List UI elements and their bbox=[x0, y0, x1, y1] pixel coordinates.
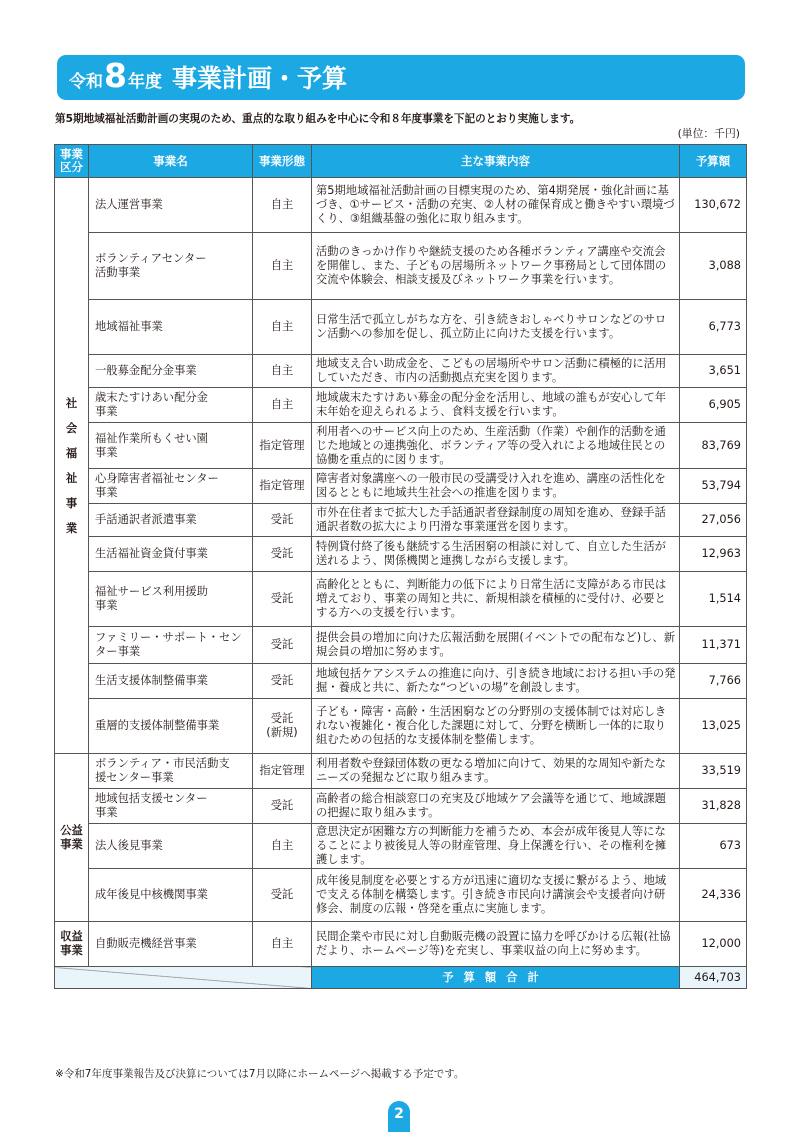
project-content-cell: 障害者対象講座への一般市民の受講受け入れを進め、講座の活性化を図るとともに地域共生社会への推進を図ります。 bbox=[312, 469, 680, 504]
category-cell: 収益 事業 bbox=[55, 922, 89, 967]
project-name-cell: 法人後見事業 bbox=[89, 824, 253, 869]
table-row bbox=[55, 355, 747, 388]
project-name-cell: 法人運営事業 bbox=[89, 178, 253, 233]
project-name-cell: 一般募金配分金事業 bbox=[89, 355, 253, 388]
table-body bbox=[55, 178, 747, 967]
project-name-cell: ボランティアセンター 活動事業 bbox=[89, 233, 253, 300]
project-form-cell: 自主 bbox=[253, 388, 312, 423]
project-budget-cell: 1,514 bbox=[680, 572, 747, 627]
project-budget-cell: 31,828 bbox=[680, 789, 747, 824]
project-content-cell: 特例貸付終了後も継続する生活困窮の相談に対して、自立した生活が送れるよう、関係機関と連携しながら支援します。 bbox=[312, 537, 680, 572]
table-row bbox=[55, 572, 747, 627]
project-form-cell: 自主 bbox=[253, 178, 312, 233]
project-content-cell: 日常生活で孤立しがちな方を、引き続きおしゃべりサロンなどのサロン活動への参加を促し、孤立防止に向けた支援を行います。 bbox=[312, 300, 680, 355]
project-budget-cell: 11,371 bbox=[680, 627, 747, 664]
project-form-cell: 自主 bbox=[253, 355, 312, 388]
project-name-cell: 福祉作業所もくせい園 事業 bbox=[89, 423, 253, 469]
project-name-cell: 福祉サービス利用援助 事業 bbox=[89, 572, 253, 627]
header-budget: 予算額 bbox=[680, 145, 747, 178]
project-name-cell: 自動販売機経営事業 bbox=[89, 922, 253, 967]
table-row bbox=[55, 699, 747, 754]
project-content-cell: 地域支え合い助成金を、こどもの居場所やサロン活動に積極的に活用していただき、市内の活動拠点充実を図ります。 bbox=[312, 355, 680, 388]
project-content-cell: 利用者数や登録団体数の更なる増加に向けて、効果的な周知や新たなニーズの発掘などに取り組みます。 bbox=[312, 754, 680, 789]
page-number: 2 bbox=[388, 1101, 410, 1132]
project-form-cell: 受託 bbox=[253, 869, 312, 922]
page-title-bar bbox=[57, 55, 745, 100]
footnote: ※令和7年度事業報告及び決算については7月以降にホームページへ掲載する予定です。 bbox=[55, 1068, 465, 1080]
table-row bbox=[55, 233, 747, 300]
project-budget-cell: 53,794 bbox=[680, 469, 747, 504]
project-content-cell: 子ども・障害・高齢・生活困窮などの分野別の支援体制では対応しきれない複雑化・複合化した課題に対して、分野を横断し一体的に取り組むための包括的な支援体制を整備します。 bbox=[312, 699, 680, 754]
project-form-cell: 受託 (新規) bbox=[253, 699, 312, 754]
project-form-cell: 自主 bbox=[253, 824, 312, 869]
title-era: 令和 bbox=[69, 72, 103, 92]
project-content-cell: 高齢化とともに、判断能力の低下により日常生活に支障がある市民は増えており、事業の周知と共に、新規相談を積極的に受付け、必要とする方への支援を行います。 bbox=[312, 572, 680, 627]
intro-text: 第5期地域福祉活動計画の実現のため、重点的な取り組みを中心に令和８年度事業を下記のとおり実施します。 bbox=[55, 113, 581, 125]
title-year-suffix: 年度 bbox=[127, 72, 162, 92]
project-name-cell: 生活支援体制整備事業 bbox=[89, 664, 253, 699]
project-name-cell: 成年後見中核機関事業 bbox=[89, 869, 253, 922]
table-row bbox=[55, 537, 747, 572]
project-content-cell: 成年後見制度を必要とする方が迅速に適切な支援に繋がるよう、地域で支える体制を構築します。引き続き市民向け講演会や支援者向け研修会、制度の広報・啓発を重点に実施します。 bbox=[312, 869, 680, 922]
project-form-cell: 受託 bbox=[253, 627, 312, 664]
project-form-cell: 受託 bbox=[253, 537, 312, 572]
project-content-cell: 地域包括ケアシステムの推進に向け、引き続き地域における担い手の発掘・養成と共に、新たな“つどいの場”を創設します。 bbox=[312, 664, 680, 699]
project-budget-cell: 7,766 bbox=[680, 664, 747, 699]
project-name-cell: ファミリー・サポート・セン ター事業 bbox=[89, 627, 253, 664]
page-title: 事業計画・予算 bbox=[171, 64, 347, 93]
table-row bbox=[55, 922, 747, 967]
table-row bbox=[55, 300, 747, 355]
project-form-cell: 指定管理 bbox=[253, 423, 312, 469]
project-budget-cell: 27,056 bbox=[680, 504, 747, 537]
budget-table bbox=[54, 144, 747, 989]
project-content-cell: 高齢者の総合相談窓口の充実及び地域ケア会議等を通じて、地域課題の把握に取り組みます。 bbox=[312, 789, 680, 824]
table-row bbox=[55, 627, 747, 664]
project-budget-cell: 130,672 bbox=[680, 178, 747, 233]
project-form-cell: 自主 bbox=[253, 233, 312, 300]
project-content-cell: 第5期地域福祉活動計画の目標実現のため、第4期発展・強化計画に基づき、①サービス・活動の充実、②人材の確保育成と働きやすい環境づくり、③組織基盤の強化に取り組みます。 bbox=[312, 178, 680, 233]
project-form-cell: 自主 bbox=[253, 300, 312, 355]
project-budget-cell: 12,963 bbox=[680, 537, 747, 572]
project-form-cell: 受託 bbox=[253, 504, 312, 537]
table-row bbox=[55, 789, 747, 824]
project-form-cell: 指定管理 bbox=[253, 754, 312, 789]
table-row bbox=[55, 754, 747, 789]
table-row bbox=[55, 869, 747, 922]
total-value: 464,703 bbox=[680, 967, 747, 989]
table-row bbox=[55, 423, 747, 469]
table-row bbox=[55, 469, 747, 504]
project-name-cell: ボランティア・市民活動支 援センター事業 bbox=[89, 754, 253, 789]
header-form: 事業形態 bbox=[253, 145, 312, 178]
project-form-cell: 受託 bbox=[253, 572, 312, 627]
header-content: 主な事業内容 bbox=[312, 145, 680, 178]
project-budget-cell: 6,905 bbox=[680, 388, 747, 423]
project-budget-cell: 33,519 bbox=[680, 754, 747, 789]
project-content-cell: 利用者へのサービス向上のため、生産活動（作業）や創作的活動を通じた地域との連携強化、ボランティア等の受入れによる地域住民との協働を重点的に図ります。 bbox=[312, 423, 680, 469]
category-cell: 社 会 福 祉 事 業 bbox=[55, 178, 89, 754]
project-name-cell: 地域包括支援センター 事業 bbox=[89, 789, 253, 824]
project-content-cell: 活動のきっかけ作りや継続支援のため各種ボランティア講座や交流会を開催し、また、子どもの居場所ネットワーク事務局として団体間の交流や体験会、相談支援及びネットワーク事業を行います。 bbox=[312, 233, 680, 300]
header-category: 事業 区分 bbox=[55, 145, 89, 178]
project-budget-cell: 12,000 bbox=[680, 922, 747, 967]
project-budget-cell: 3,088 bbox=[680, 233, 747, 300]
total-row bbox=[55, 967, 747, 989]
project-form-cell: 指定管理 bbox=[253, 469, 312, 504]
project-content-cell: 意思決定が困難な方の判断能力を補うため、本会が成年後見人等になることにより被後見人等の財産管理、身上保護を行い、その権利を擁護します。 bbox=[312, 824, 680, 869]
project-budget-cell: 673 bbox=[680, 824, 747, 869]
table-row bbox=[55, 504, 747, 537]
project-budget-cell: 13,025 bbox=[680, 699, 747, 754]
project-budget-cell: 83,769 bbox=[680, 423, 747, 469]
table-row bbox=[55, 388, 747, 423]
table-header-row bbox=[55, 145, 747, 178]
project-content-cell: 市外在住者まで拡大した手話通訳者登録制度の周知を進め、登録手話通訳者数の拡大により円滑な事業運営を図ります。 bbox=[312, 504, 680, 537]
table-row bbox=[55, 664, 747, 699]
project-name-cell: 生活福祉資金貸付事業 bbox=[89, 537, 253, 572]
project-form-cell: 自主 bbox=[253, 922, 312, 967]
project-content-cell: 提供会員の増加に向けた広報活動を展開(イベントでの配布など)し、新規会員の増加に努めます。 bbox=[312, 627, 680, 664]
project-name-cell: 地域福祉事業 bbox=[89, 300, 253, 355]
category-cell: 公益 事業 bbox=[55, 754, 89, 922]
project-name-cell: 心身障害者福祉センター 事業 bbox=[89, 469, 253, 504]
project-name-cell: 重層的支援体制整備事業 bbox=[89, 699, 253, 754]
unit-note: (単位：千円) bbox=[677, 127, 740, 140]
header-name: 事業名 bbox=[89, 145, 253, 178]
table-row bbox=[55, 178, 747, 233]
title-year-number: 8 bbox=[104, 56, 127, 95]
project-budget-cell: 3,651 bbox=[680, 355, 747, 388]
project-form-cell: 受託 bbox=[253, 664, 312, 699]
project-name-cell: 手話通訳者派遣事業 bbox=[89, 504, 253, 537]
project-content-cell: 地域歳末たすけあい募金の配分金を活用し、地域の誰もが安心して年末年始を迎えられるよう、食料支援を行います。 bbox=[312, 388, 680, 423]
total-diagonal-cell bbox=[55, 967, 312, 989]
project-budget-cell: 6,773 bbox=[680, 300, 747, 355]
project-name-cell: 歳末たすけあい配分金 事業 bbox=[89, 388, 253, 423]
project-budget-cell: 24,336 bbox=[680, 869, 747, 922]
project-content-cell: 民間企業や市民に対し自動販売機の設置に協力を呼びかける広報(社協だより、ホームページ等)を充実し、事業収益の向上に努めます。 bbox=[312, 922, 680, 967]
table-row bbox=[55, 824, 747, 869]
project-form-cell: 受託 bbox=[253, 789, 312, 824]
total-label: 予算額合計 bbox=[312, 967, 680, 989]
